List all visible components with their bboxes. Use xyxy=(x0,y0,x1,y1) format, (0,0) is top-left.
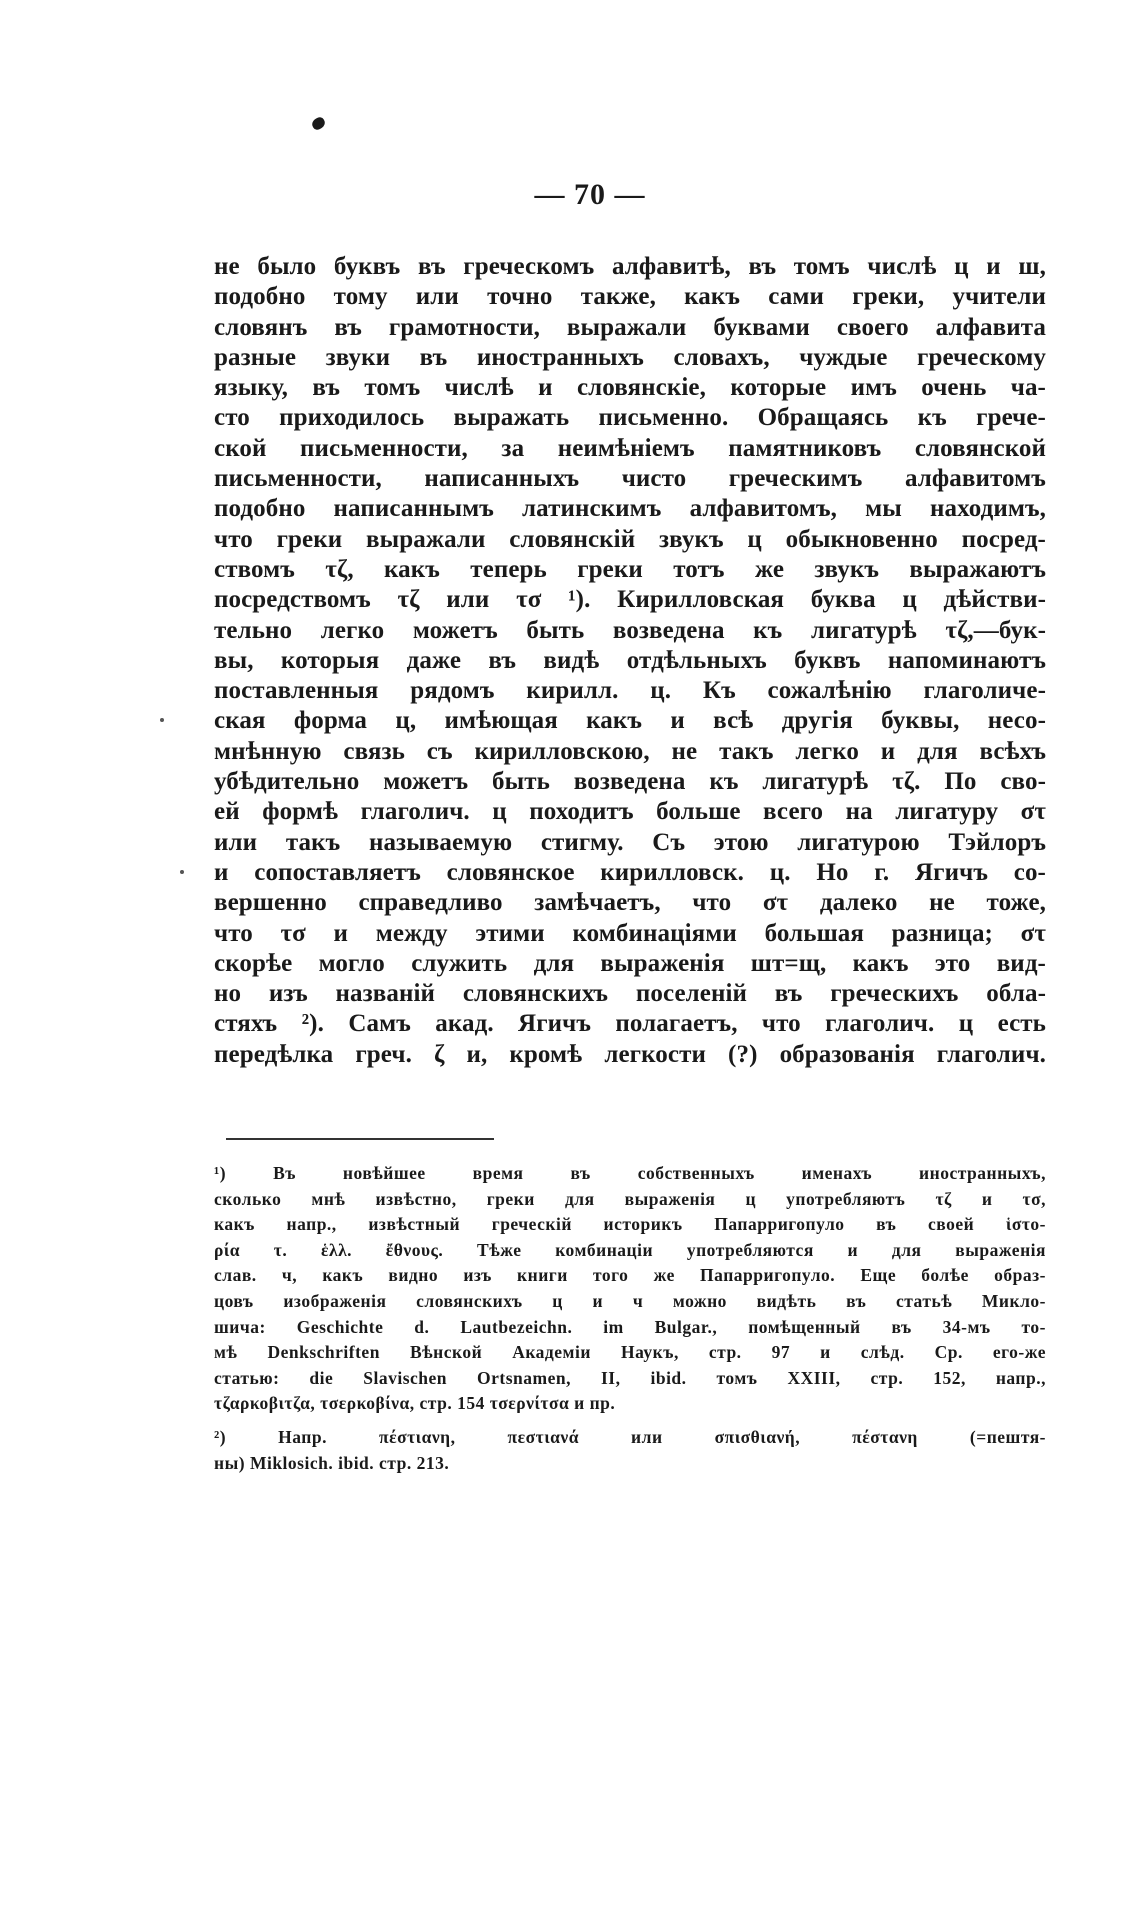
footnote-line: τζαρκοβιτζα, τσερκοβίνα, стр. 154 τσερνίτσα и пр. xyxy=(214,1393,616,1414)
text-line: что греки выражали словянскій звукъ ц обыкновенно посред- xyxy=(214,525,1046,553)
text-line: вершенно справедливо замѣчаетъ, что στ далеко не тоже, xyxy=(214,889,1046,917)
text-line: письменности, написанныхъ чисто греческимъ алфавитомъ xyxy=(214,465,1046,493)
text-line: ей формѣ глаголич. ц походитъ больше всего на лигатуру στ xyxy=(214,798,1046,826)
text-line: или такъ называемую стигму. Съ этою лигатурою Тэйлоръ xyxy=(214,828,1046,856)
text-line: посредствомъ τζ или τσ ¹). Кирилловская буква ц дѣйстви- xyxy=(214,586,1046,614)
text-line: но изъ названій словянскихъ поселеній въ греческихъ обла- xyxy=(214,980,1046,1008)
text-line: поставленныя рядомъ кирилл. ц. Къ сожалѣнію глаголиче- xyxy=(214,677,1046,705)
text-line: сто приходилось выражать письменно. Обращаясь къ грече- xyxy=(214,404,1046,432)
text-line: убѣдительно можетъ быть возведена къ лигатурѣ τζ. По сво- xyxy=(214,768,1046,796)
text-line: что τσ и между этими комбинаціями большая разница; στ xyxy=(214,919,1046,947)
margin-speck xyxy=(160,718,164,722)
text-line: подобно написаннымъ латинскимъ алфавитомъ, мы находимъ, xyxy=(214,495,1046,523)
text-line: не было буквъ въ греческомъ алфавитѣ, въ томъ числѣ ц и ш, xyxy=(214,253,1046,280)
text-line: стяхъ ²). Самъ акад. Ягичъ полагаетъ, что глаголич. ц есть xyxy=(214,1010,1046,1038)
text-line: мнѣнную связь съ кирилловскою, не такъ легко и для всѣхъ xyxy=(214,737,1046,765)
text-line: вы, которыя даже въ видѣ отдѣльныхъ буквъ напоминаютъ xyxy=(214,646,1046,674)
main-body-text xyxy=(214,252,1046,1070)
footnote-line: ¹) Въ новѣйшее время въ собственныхъ именахъ иностранныхъ, xyxy=(214,1163,1046,1183)
text-line: разные звуки въ иностранныхъ словахъ, чуждые греческому xyxy=(214,343,1046,371)
footnote-line: ρία τ. ἑλλ. ἔθνους. Тѣже комбинаціи употребляются и для выраженія xyxy=(214,1239,1046,1260)
footnote-line: шича: Geschichte d. Lautbezeichn. im Bulgar., помѣщенный въ 34-мъ то- xyxy=(214,1316,1046,1337)
footnote-line: слав. ч, какъ видно изъ книги того же Папарригопуло. Еще болѣе образ- xyxy=(214,1265,1046,1286)
footnote-line: ны) Miklosich. ibid. стр. 213. xyxy=(214,1452,450,1473)
footnote-1 xyxy=(214,1161,1046,1417)
footnote-line: статью: die Slavischen Ortsnamen, II, ibid. томъ XXIII, стр. 152, напр., xyxy=(214,1367,1046,1388)
text-line: языку, въ томъ числѣ и словянскіе, которые имъ очень ча- xyxy=(214,374,1046,402)
footnote-line: какъ напр., извѣстный греческій историкъ Папарригопуло въ своей ἱστο- xyxy=(214,1214,1046,1235)
text-line: тельно легко можетъ быть возведена къ лигатурѣ τζ,—бук- xyxy=(214,616,1046,644)
footnote-line: сколько мнѣ извѣстно, греки для выраженія ц употребляютъ τζ и τσ, xyxy=(214,1188,1046,1209)
text-line: ствомъ τζ, какъ теперь греки тотъ же звукъ выражаютъ xyxy=(214,555,1046,583)
footnote-line: ²) Напр. πέστιανη, πεστιανά или σπισθιανή, πέστανη (=пештя- xyxy=(214,1426,1046,1447)
footnote-2 xyxy=(214,1425,1046,1476)
footnote-line: цовъ изображенія словянскихъ ц и ч можно видѣть въ статьѣ Миклo- xyxy=(214,1290,1046,1311)
footnote-gap xyxy=(214,1417,1046,1425)
page-number: — 70 — xyxy=(534,178,646,211)
text-line: передѣлка греч. ζ и, кромѣ легкости (?) образованія глаголич. xyxy=(214,1040,1046,1068)
text-line: скорѣе могло служить для выраженія шт=щ, какъ это вид- xyxy=(214,949,1046,977)
footnote-line: мѣ Denkschriften Вѣнской Академіи Наукъ, стр. 97 и слѣд. Ср. его-же xyxy=(214,1342,1046,1363)
text-line: словянъ въ грамотности, выражали буквами своего алфавита xyxy=(214,313,1046,341)
margin-speck xyxy=(180,870,184,874)
text-line: и сопоставляетъ словянское кирилловск. ц. Но г. Ягичъ со- xyxy=(214,858,1046,886)
footnotes xyxy=(214,1161,1046,1476)
text-line: ской письменности, за неимѣніемъ памятниковъ словянской xyxy=(214,434,1046,462)
footnote-separator-rule xyxy=(226,1138,494,1140)
text-line: подобно тому или точно также, какъ сами греки, учители xyxy=(214,283,1046,311)
text-line: ская форма ц, имѣющая какъ и всѣ другія буквы, несо- xyxy=(214,707,1046,735)
ink-blot-mark xyxy=(310,115,327,131)
